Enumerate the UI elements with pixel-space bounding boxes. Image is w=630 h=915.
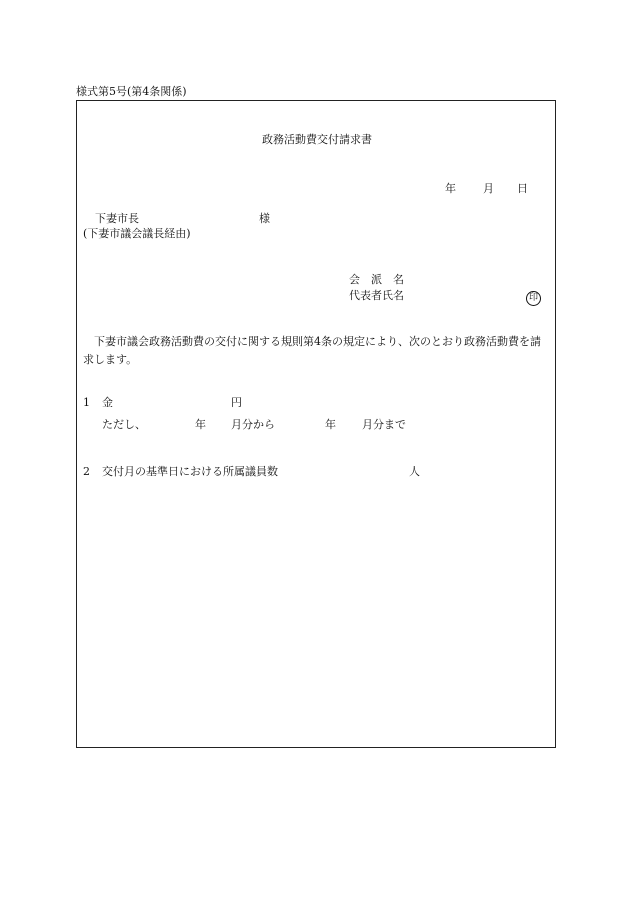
item1-to-month: 月分まで bbox=[362, 418, 406, 431]
item1-from-month: 月分から bbox=[231, 418, 275, 431]
faction-name-label: 会 派 名 bbox=[349, 273, 404, 286]
form-frame bbox=[76, 100, 556, 748]
request-statement: 下妻市議会政務活動費の交付に関する規則第4条の規定により、次のとおり政務活動費を請求します。 bbox=[83, 335, 541, 366]
seal-icon: 印 bbox=[526, 291, 541, 306]
item2-number: 2 bbox=[83, 465, 90, 478]
item1-note-prefix: ただし、 bbox=[102, 418, 146, 431]
form-number-label: 様式第5号(第4条関係) bbox=[76, 85, 187, 98]
item1-yen-unit: 円 bbox=[231, 396, 242, 409]
document-title: 政務活動費交付請求書 bbox=[262, 133, 372, 146]
item2-member-count-label: 交付月の基準日における所属議員数 bbox=[102, 465, 278, 478]
item1-amount-label: 金 bbox=[102, 396, 113, 409]
addressee-honorific: 様 bbox=[259, 212, 270, 225]
seal-mark bbox=[526, 289, 541, 306]
item2-person-unit: 人 bbox=[409, 465, 420, 478]
date-day-label: 日 bbox=[517, 182, 528, 195]
item1-to-year: 年 bbox=[325, 418, 336, 431]
date-month-label: 月 bbox=[483, 182, 494, 195]
item1-from-year: 年 bbox=[195, 418, 206, 431]
item1-number: 1 bbox=[83, 396, 90, 409]
addressee-via: (下妻市議会議長経由) bbox=[83, 227, 191, 240]
representative-name-label: 代表者氏名 bbox=[349, 289, 404, 302]
addressee-name: 下妻市長 bbox=[95, 212, 139, 225]
date-year-label: 年 bbox=[445, 182, 456, 195]
